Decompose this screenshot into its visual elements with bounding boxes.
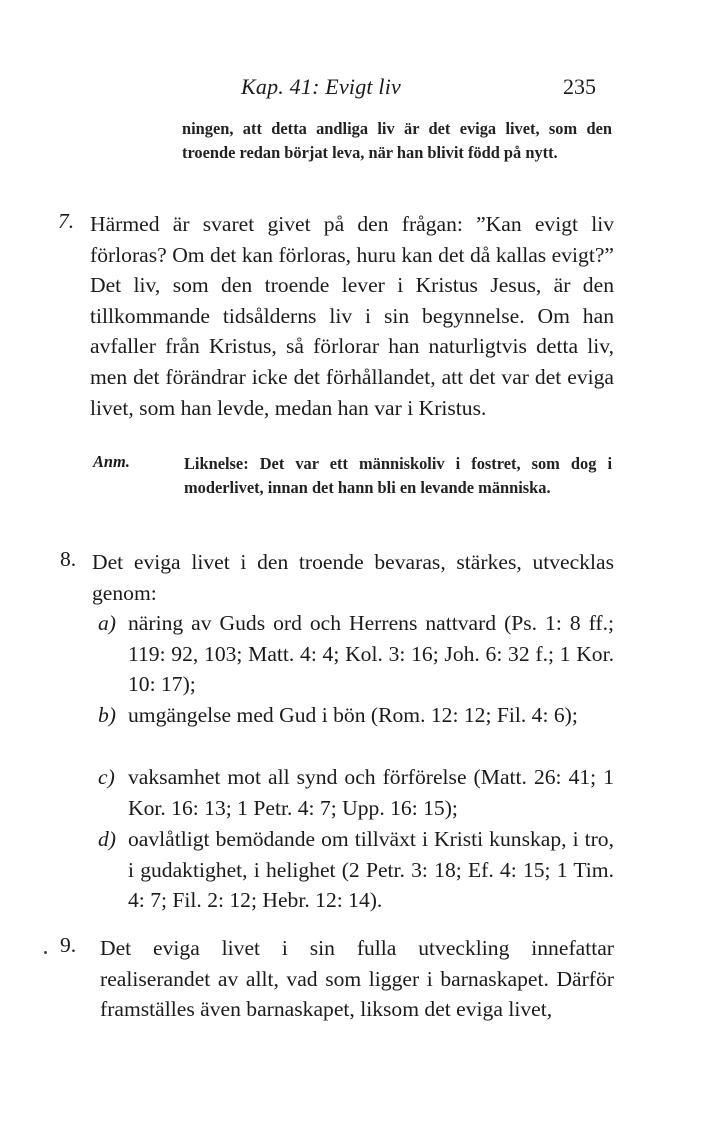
list-item — [98, 608, 614, 700]
margin-dot — [44, 951, 47, 954]
list-item — [98, 762, 614, 823]
list-item-label: d) — [98, 827, 116, 851]
list-item — [98, 824, 614, 916]
section-7-number: 7. — [58, 209, 75, 233]
list-item-text: näring av Guds ord och Herrens nattvard (Ps. 1: 8 ff.; 119: 92, 103; Matt. 4: 4; Kol. 3: 16; Joh. 6: 32 f.; 1 Kor. 10: 17); — [128, 611, 614, 697]
remark-label: Anm. — [93, 452, 130, 471]
page-number: 235 — [563, 74, 596, 99]
section-9-text: Det eviga livet i sin fulla utveckling innefattar realiserandet av allt, vad som ligger i barnaskapet. Därför framställes även barnaskapet, liksom det eviga livet, — [100, 936, 614, 1022]
section-8-intro: Det eviga livet i den troende bevaras, stärkes, utvecklas genom: — [92, 550, 614, 605]
remark-text: Liknelse: Det var ett människoliv i fostret, som dog i moderlivet, innan det hann bli en levande människa. — [184, 454, 612, 497]
section-8-number: 8. — [60, 547, 77, 571]
continuation-note: ningen, att detta andliga liv är det eviga livet, som den troende redan börjat leva, när han blivit född på nytt. — [182, 119, 612, 162]
running-title: Kap. 41: Evigt liv — [241, 74, 402, 99]
list-item-label: b) — [98, 703, 116, 727]
page-header — [0, 74, 728, 102]
list-item-text: umgängelse med Gud i bön (Rom. 12: 12; Fil. 4: 6); — [128, 703, 578, 727]
list-item-text: vaksamhet mot all synd och förförelse (Matt. 26: 41; 1 Kor. 16: 13; 1 Petr. 4: 7; Upp. 16: 15); — [128, 765, 614, 820]
section-7-text: Härmed är svaret givet på den frågan: ”Kan evigt liv förloras? Om det kan förloras, huru kan det då kallas evigt?” Det liv, som den troende lever i Kristus Jesus, är den tillkommande tidsålderns liv i sin begynnelse. Om han avfaller från Kristus, så förlorar han naturligtvis detta liv, men det förändrar icke det förhållandet, att det var det eviga livet, som han levde, medan han var i Kristus. — [90, 212, 614, 420]
section-9-number: 9. — [60, 933, 77, 957]
list-item-text: oavlåtligt bemödande om tillväxt i Kristi kunskap, i tro, i gudaktighet, i helighet (2 Petr. 3: 18; Ef. 4: 15; 1 Tim. 4: 7; Fil. 2: 12; Hebr. 12: 14). — [128, 827, 614, 913]
list-item-label: a) — [98, 611, 116, 635]
list-item — [98, 700, 614, 731]
list-item-label: c) — [98, 765, 115, 789]
